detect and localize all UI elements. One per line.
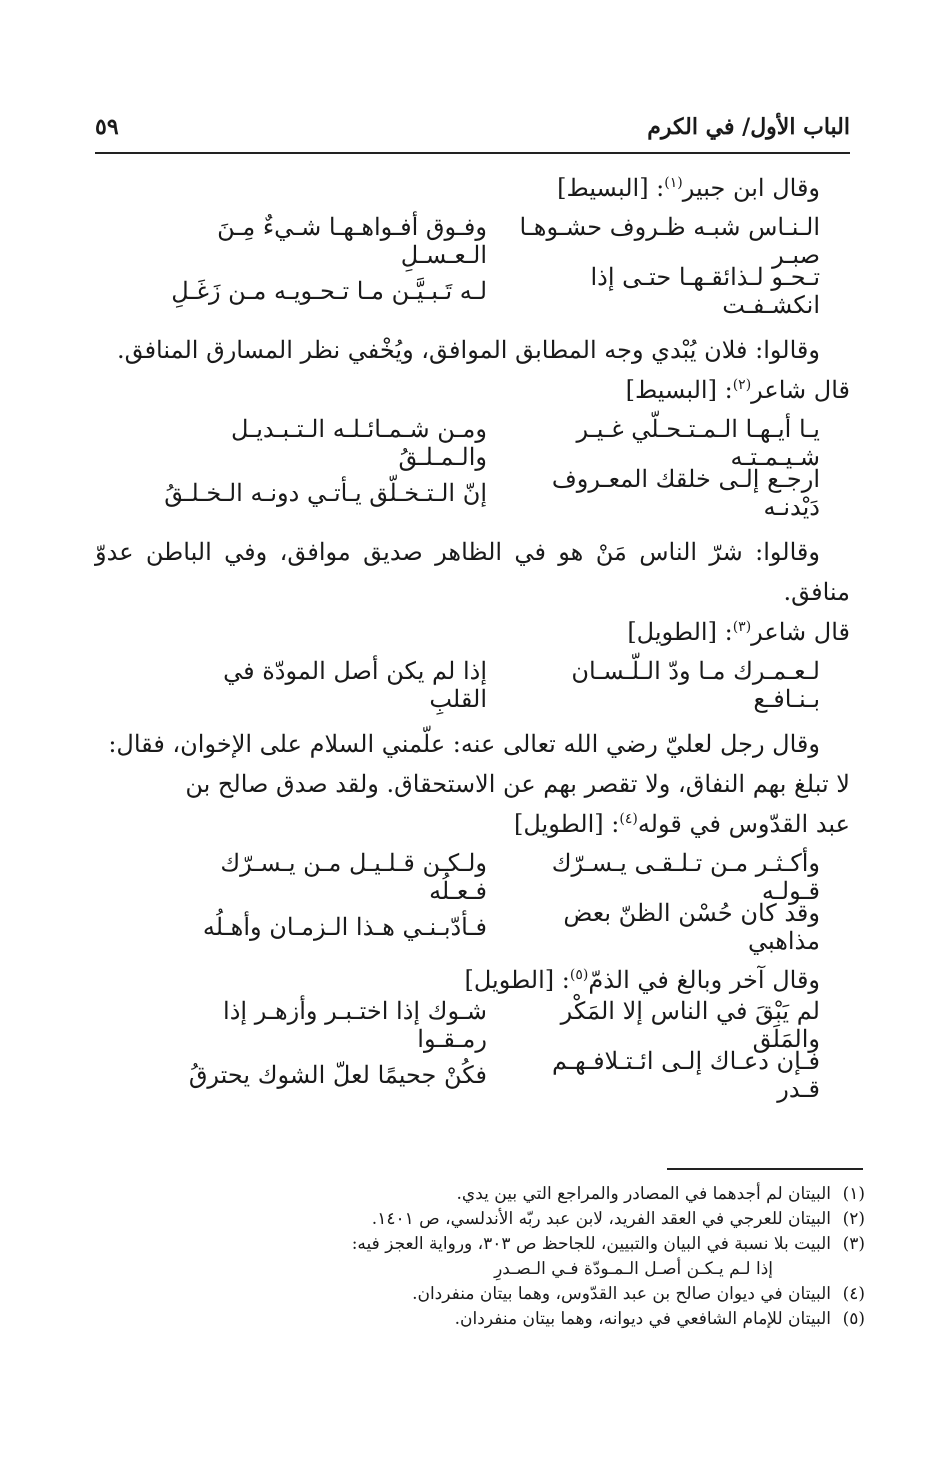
verse-second-hemistich: فـأدّبـنـي هـذا الـزمـان وأهـلُه (202, 913, 487, 941)
verse-line (95, 263, 850, 319)
verse-second-hemistich: إذا لم يكن أصل المودّة في القلبِ (223, 657, 487, 713)
footnote-ref: (٥) (569, 967, 589, 983)
verse-first-hemistich: لـعـمـرك مـا ودّ الـلّـسـان بـنـافـع (571, 657, 820, 713)
footnote (95, 1182, 865, 1207)
poem-intro: قال شاعر$^{(٣)}$: [الطويل] (627, 618, 850, 646)
footnotes (95, 1182, 865, 1332)
verse-second-hemistich: لـه تَـبـيَّـن مـا تـحـويـه مـن زَغَـلِ (171, 277, 487, 305)
footnote-number: (٥) (842, 1309, 865, 1329)
main-text (95, 168, 850, 1103)
footnote-number: (٢) (842, 1209, 865, 1229)
running-header (95, 112, 850, 154)
footnote-number: (٣) (842, 1234, 865, 1254)
footnote-text: إذا لـم يـكـن أصـل الـمـودّة فـي الـصـدرِ (494, 1259, 773, 1279)
footnote-divider (667, 1168, 863, 1170)
verse-first-hemistich: يـا أيـهـا الـمـتـحـلّي غـيـر شـيـمـتـه (576, 415, 820, 471)
poem-intro: وقال ابن جبير$^{(١)}$: [البسيط] (557, 174, 820, 202)
footnote-text: البيتان للعرجي في العقد الفريد، لابن عبد ربّه الأندلسي، ص ١٤٠١. (371, 1209, 831, 1229)
verse-first-hemistich: تـحـو لـذائقـهـا حتـى إذا انكشـفـت (590, 263, 820, 319)
footnote-ref: (٣) (732, 619, 752, 635)
footnote (95, 1232, 865, 1257)
verse-first-hemistich: وقد كان حُسْن الظنّ بعض مذاهبي (563, 899, 820, 955)
footnote-ref: (٤) (619, 811, 638, 827)
verse-second-hemistich: ولـكـن قـلـيـل مـن يـسـرّك فـعـلُه (220, 849, 487, 905)
verse-line (95, 997, 850, 1053)
footnote-verse (95, 1257, 865, 1282)
verse-line (95, 213, 850, 269)
footnote-text: البيتان للإمام الشافعي في ديوانه، وهما بيتان منفردان. (454, 1309, 831, 1329)
verse-first-hemistich: لم يَبْقَ في الناس إلا المَكْر والمَلَق (560, 997, 820, 1053)
verse-line (95, 1047, 850, 1103)
footnote (95, 1207, 865, 1232)
verse-line (95, 415, 850, 471)
poem-intro: وقال آخر وبالغ في الذمّ$^{(٥)}$: [الطويل] (464, 966, 820, 994)
verse-line (95, 465, 850, 521)
verse-second-hemistich: ومـن شـمـائـلـه الـتـبـديـل والـمـلـقُ (231, 415, 487, 471)
footnote-number: (٤) (842, 1284, 865, 1304)
verse-second-hemistich: شـوك إذا اختـبـر وأزهـر إذا رمـقـوا (223, 997, 487, 1053)
footnote-text: البيتان في ديوان صالح بن عبد القدّوس، وهما بيتان منفردان. (412, 1284, 831, 1304)
verse-first-hemistich: الـنـاس شبـه ظـروف حشـوهـا صبـر (519, 213, 820, 269)
verse-line (95, 657, 850, 713)
footnote-number: (١) (842, 1184, 865, 1204)
paragraph: وقالوا: فلان يُبْدي وجه المطابق الموافق، ويُخْفي نظر المسارق المنافق. (116, 336, 820, 364)
chapter-title: الباب الأول/ في الكرم (647, 114, 850, 140)
paragraph: وقال رجل لعليّ رضي الله تعالى عنه: علّمني السلام على الإخوان، فقال: (108, 730, 820, 758)
poem-intro: قال شاعر$^{(٢)}$: [البسيط] (625, 376, 850, 404)
footnote-ref: (٢) (732, 377, 752, 393)
footnote (95, 1282, 865, 1307)
footnote (95, 1307, 865, 1332)
verse-second-hemistich: فكُنْ جحيمًا لعلّ الشوك يحترقُ (188, 1061, 487, 1089)
footnote-text: البيتان لم أجدهما في المصادر والمراجع التي بين يدي. (456, 1184, 831, 1204)
verse-first-hemistich: وأكـثـر مـن تـلـقـى يـسـرّك قـولـه (551, 849, 820, 905)
paragraph-continuation: لا تبلغ بهم النفاق، ولا تقصر بهم عن الاستحقاق. ولقد صدق صالح بن (185, 770, 850, 798)
verse-first-hemistich: ارجـع إلـى خلقك المعـروف دَيْدنـه (551, 465, 820, 521)
verse-first-hemistich: فـإن دعـاك إلـى ائـتـلافـهـم قـدر (551, 1047, 820, 1103)
paragraph: وقالوا: شرّ الناس مَنْ هو في الظاهر صديق موافق، وفي الباطن عدوّ منافق. (95, 538, 850, 606)
verse-line (95, 849, 850, 905)
page-number: ٥٩ (95, 114, 119, 140)
poem-intro: عبد القدّوس في قوله$^{(٤)}$: [الطويل] (513, 810, 850, 838)
verse-second-hemistich: إنّ الـتـخـلّق يـأتـي دونـه الـخـلـقُ (164, 479, 487, 507)
footnote-ref: (١) (664, 175, 683, 191)
verse-line (95, 899, 850, 955)
verse-second-hemistich: وفـوق أفـواهـهـا شـيءٌ مِـنَ الـعـسـلِ (217, 213, 487, 269)
footnote-text: البيت بلا نسبة في البيان والتبيين، للجاحظ ص ٣٠٣، ورواية العجز فيه: (351, 1234, 831, 1254)
